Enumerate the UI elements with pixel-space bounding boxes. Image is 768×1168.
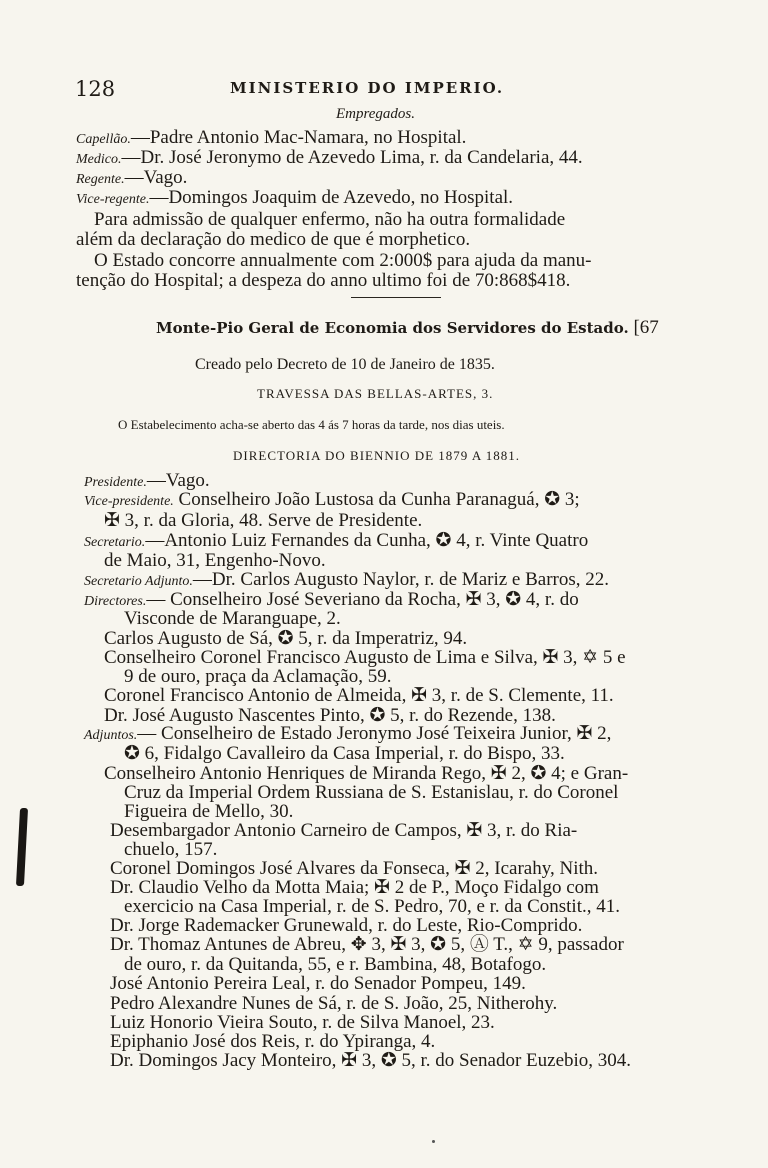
entry-text: Pedro Alexandre Nunes de Sá, r. de S. João, 25, Nitherohy. (110, 993, 558, 1014)
entry-text: —Vago. (124, 167, 188, 188)
entry-label: Directores. (84, 594, 147, 609)
entry-label: Secretario. (84, 535, 146, 550)
entry-text: Conselheiro Coronel Francisco Augusto de Lima e Silva, ✠ 3, ✡ 5 e (104, 647, 626, 668)
institution-name: Monte-Pio Geral de Economia dos Servidores do Estado. (156, 319, 629, 337)
entry-label: Presidente. (84, 475, 147, 490)
entry-text: tenção do Hospital; a despeza do anno ultimo foi de 70:868$418. (76, 270, 571, 291)
page-number: 128 (75, 77, 116, 101)
entry-text: —Dr. José Jeronymo de Azevedo Lima, r. da Candelaria, 44. (121, 147, 583, 168)
list-item (110, 1032, 435, 1052)
entry-text: de ouro, r. da Quitanda, 55, e r. Bambina, 48, Botafogo. (124, 954, 547, 975)
list-item (104, 686, 614, 706)
list-item (110, 859, 598, 879)
entry-label: Vice-presidente. (84, 494, 174, 509)
text-line (76, 271, 570, 291)
list-item (124, 609, 341, 629)
list-item (104, 511, 422, 531)
entry-text: Carlos Augusto de Sá, ✪ 5, r. da Imperatriz, 94. (104, 628, 468, 649)
address: TRAVESSA DAS BELLAS-ARTES, 3. (257, 386, 494, 401)
entry-text: O Estado concorre annualmente com 2:000$ para ajuda da manu- (94, 250, 592, 271)
list-item (104, 764, 628, 784)
list-item (124, 897, 620, 917)
entry-label: Vice-regente. (76, 192, 150, 207)
entry-label: Medico. (76, 152, 122, 167)
list-item (124, 783, 618, 803)
text-line (94, 210, 565, 230)
running-title: MINISTERIO DO IMPERIO. (230, 79, 505, 97)
section-divider (351, 297, 441, 298)
entry-text: Coronel Domingos José Alvares da Fonseca, ✠ 2, Icarahy, Nith. (110, 858, 599, 879)
entry-text: exercicio na Casa Imperial, r. de S. Pedro, 70, e r. da Constit., 41. (124, 896, 620, 917)
entry-text: Cruz da Imperial Ordem Russiana de S. Estanislau, r. do Coronel (124, 782, 619, 803)
entry-label: Regente. (76, 172, 125, 187)
entry-text: —Antonio Luiz Fernandes da Cunha, ✪ 4, r. Vinte Quatro (145, 530, 589, 551)
institution-number: [67 (633, 317, 659, 338)
entry-label: Secretario Adjunto. (84, 574, 193, 589)
list-item (104, 629, 467, 649)
list-item (110, 878, 599, 898)
text-line (76, 188, 513, 210)
entry-text: —Padre Antonio Mac-Namara, no Hospital. (130, 127, 467, 148)
entry-text: Visconde de Maranguape, 2. (124, 608, 341, 629)
list-item (110, 1051, 631, 1071)
list-item (104, 648, 626, 668)
entry-text: Conselheiro Antonio Henriques de Miranda Rego, ✠ 2, ✪ 4; e Gran- (104, 763, 629, 784)
entry-text: Coronel Francisco Antonio de Almeida, ✠ 3, r. de S. Clemente, 11. (104, 685, 614, 706)
list-item (110, 974, 526, 994)
entry-text: —Vago. (146, 470, 210, 491)
text-line (94, 251, 592, 271)
entry-text: —Dr. Carlos Augusto Naylor, r. de Mariz e Barros, 22. (192, 569, 610, 590)
entry-text: Dr. Domingos Jacy Monteiro, ✠ 3, ✪ 5, r. do Senador Euzebio, 304. (110, 1050, 632, 1071)
entry-text: Para admissão de qualquer enfermo, não ha outra formalidade (94, 209, 566, 230)
section-subtitle: Empregados. (336, 106, 416, 122)
entry-text: José Antonio Pereira Leal, r. do Senador Pompeu, 149. (110, 973, 526, 994)
list-item (110, 821, 577, 841)
entry-text: Luiz Honorio Vieira Souto, r. de Silva Manoel, 23. (110, 1012, 495, 1033)
entry-label: Capellão. (76, 132, 131, 147)
ink-speck (432, 1140, 435, 1143)
text-line (76, 230, 470, 250)
list-item (110, 994, 557, 1014)
entry-text: além da declaração do medico de que é morphetico. (76, 229, 471, 250)
entry-text: chuelo, 157. (124, 839, 218, 860)
list-item (110, 1013, 495, 1033)
list-item (124, 955, 546, 975)
entry-text: Dr. Jorge Rademacker Grunewald, r. do Leste, Rio-Comprido. (110, 915, 583, 936)
ink-mark (16, 808, 28, 886)
entry-text: ✪ 6, Fidalgo Cavalleiro da Casa Imperial, r. do Bispo, 33. (124, 743, 565, 764)
entry-text: ✠ 3, r. da Gloria, 48. Serve de Presidente. (104, 510, 423, 531)
entry-text: Dr. Thomaz Antunes de Abreu, ✥ 3, ✠ 3, ✪ 5, Ⓐ T., ✡ 9, passador (110, 934, 624, 955)
entry-text: Conselheiro João Lustosa da Cunha Paranaguá, ✪ 3; (173, 489, 580, 510)
list-item (104, 551, 326, 571)
entry-text: Epiphanio José dos Reis, r. do Ypiranga, 4. (110, 1031, 436, 1052)
entry-text: Desembargador Antonio Carneiro de Campos, ✠ 3, r. do Ria- (110, 820, 578, 841)
list-item (110, 916, 582, 936)
entry-text: Dr. Claudio Velho da Motta Maia; ✠ 2 de P., Moço Fidalgo com (110, 877, 599, 898)
entry-text: — Conselheiro de Estado Jeronymo José Teixeira Junior, ✠ 2, (137, 723, 612, 744)
page-header (75, 77, 715, 101)
entry-text: —Domingos Joaquim de Azevedo, no Hospital. (149, 187, 514, 208)
entry-label: Adjuntos. (84, 728, 138, 743)
entry-text: Figueira de Mello, 30. (124, 801, 294, 822)
directorate-heading: DIRECTORIA DO BIENNIO DE 1879 A 1881. (233, 448, 521, 463)
list-item (84, 490, 580, 512)
list-item (124, 840, 217, 860)
list-item (124, 744, 565, 764)
entry-text: 9 de ouro, praça da Aclamação, 59. (124, 666, 392, 687)
opening-hours: O Estabelecimento acha-se aberto das 4 ás 7 horas da tarde, nos dias uteis. (118, 417, 505, 432)
entry-text: de Maio, 31, Engenho-Novo. (104, 550, 326, 571)
entry-text: — Conselheiro José Severiano da Rocha, ✠ 3, ✪ 4, r. do (146, 589, 579, 610)
section-title (156, 318, 659, 338)
list-item (124, 802, 293, 822)
list-item (124, 667, 391, 687)
list-item (110, 935, 624, 955)
creation-note: Creado pelo Decreto de 10 de Janeiro de 1835. (195, 356, 495, 373)
entry-text: Dr. José Augusto Nascentes Pinto, ✪ 5, r. do Rezende, 138. (104, 705, 556, 726)
